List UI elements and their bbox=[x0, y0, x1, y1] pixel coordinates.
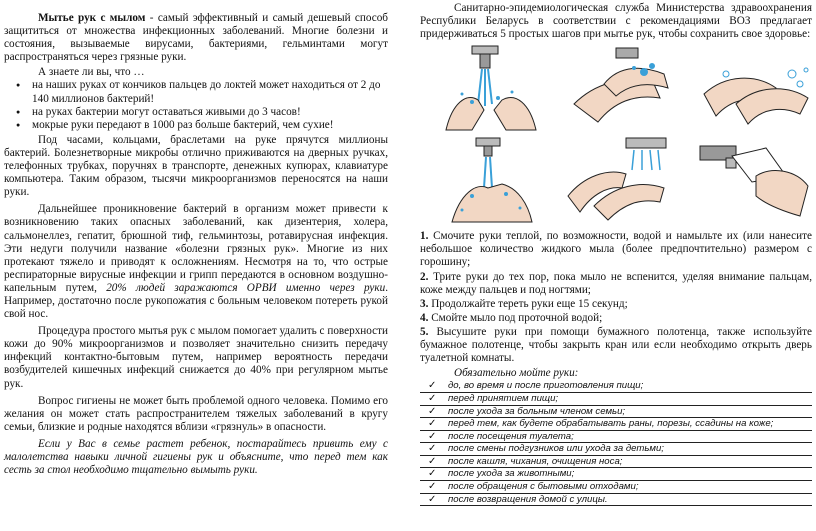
list-item: ✓ после ухода за животными; bbox=[420, 468, 812, 481]
lathering-hands-icon bbox=[696, 44, 814, 132]
step-2 bbox=[420, 271, 812, 297]
list-item: ✓ после возвращения домой с улицы. bbox=[420, 494, 812, 507]
step-1 bbox=[420, 230, 812, 269]
step-4 bbox=[420, 312, 812, 325]
left-column bbox=[4, 0, 388, 477]
list-item: ● на руках бактерии могут оставаться живыми до 3 часов! bbox=[4, 106, 388, 119]
step-text: Продолжайте тереть руки еще 15 секунд; bbox=[428, 297, 628, 310]
list-item: ✓ после кашля, чихания, очищения носа; bbox=[420, 456, 812, 469]
illustration-paper-towel bbox=[696, 136, 814, 224]
paragraph-hygiene: Вопрос гигиены не может быть проблемой одного человека. Помимо его желания он может стать распространителем тяжелых заболеваний в кругу семьи, близкие и родные находятся вблизи «грязнуль» в опасности. bbox=[4, 394, 388, 433]
list-item: ✓ после посещения туалета; bbox=[420, 431, 812, 444]
step-text: Смойте мыло под проточной водой; bbox=[428, 311, 603, 324]
faucet-rinsing-icon bbox=[432, 136, 550, 224]
paragraph-children: Если у Вас в семье растет ребенок, постарайтесь привить ему с малолетства навыки личной гигиены рук и объясните, что перед тем как сесть за стол необходимо тщательно вымыть руки. bbox=[4, 437, 388, 477]
paragraph-who: Санитарно-эпидемиологическая служба Министерства здравоохранения Республики Беларусь в соответствии с рекомендациями ВОЗ предлагает придерживаться 5 простых шагов при мытье рук, чтобы сохранить свое здоровье: bbox=[420, 2, 812, 41]
right-column bbox=[420, 0, 812, 506]
illustration-applying-soap bbox=[564, 44, 682, 132]
list-item: ✓ перед принятием пищи; bbox=[420, 393, 812, 406]
list-item: ● на наших руках от кончиков пальцев до локтей может находиться от 2 до 140 миллионов бактерий! bbox=[4, 79, 388, 105]
paragraph-procedure: Процедура простого мытья рук с мылом помогает удалить с поверхности кожи до 90% микроорганизмов и позволяет значительно снизить передачу инфекций контактно-бытовым путем, например вероятность передачи возбудителей кишечных инфекций снижается до 40% при регулярном мытье рук. bbox=[4, 325, 388, 390]
illustration-faucet-wetting bbox=[432, 44, 550, 132]
list-item: ✓ до, во время и после приготовления пищи; bbox=[420, 380, 812, 393]
steps-list bbox=[420, 230, 812, 365]
lead-phrase: Мытье рук с мылом bbox=[38, 12, 146, 24]
paragraph-bacteria: Под часами, кольцами, браслетами на руке прячутся миллионы бактерий. Болезнетворные микробы отлично приживаются на дверных ручках, телефонных трубках, поручнях в транспорте, денежных купюрах, клавиатуре компьютера. Таким образом, тысячи микроорганизмов переносятся на наши руки. bbox=[4, 133, 388, 199]
step-3 bbox=[420, 298, 812, 311]
list-item: ✓ после ухода за больным членом семьи; bbox=[420, 406, 812, 419]
diseases-text-end: . Например, достаточно после рукопожатия с больным человеком потереть рукой свой нос. bbox=[4, 281, 388, 321]
must-wash-title: Обязательно мойте руки: bbox=[454, 367, 579, 380]
facts-list bbox=[4, 79, 388, 131]
diseases-text: Дальнейшее проникновение бактерий в организм может привести к возникновению таких опасных заболеваний, как дизентерия, холера, сальмонеллез, гепатит, брюшной тиф, гельминтозы, ротавирусная инфекция. Эти недуги получили название «болезни грязных рук». Многие из них протекают тяжело и приводят к осложнениям. Несмотря на то, что острые респираторные вирусные инфекции и грипп передаются в основном воздушно-капельным путем, bbox=[4, 203, 388, 294]
list-item: ● мокрые руки передают в 1000 раз больше бактерий, чем сухие! bbox=[4, 119, 388, 132]
paragraph-diseases bbox=[4, 203, 388, 321]
illustration-lathering bbox=[696, 44, 814, 132]
paper-towel-tap-icon bbox=[696, 136, 814, 224]
did-you-know: А знаете ли вы, что … bbox=[38, 66, 145, 79]
illustration-rubbing-fingers bbox=[564, 136, 682, 224]
orvi-highlight: 20% людей заражаются ОРВИ именно через руки bbox=[106, 281, 386, 294]
step-text: Трите руки до тех пор, пока мыло не вспенится, уделяя внимание пальцам, коже между пальцев и под ногтями; bbox=[420, 270, 812, 296]
must-wash-list bbox=[420, 380, 812, 506]
list-item: ✓ перед тем, как будете обрабатывать раны, порезы, ссадины на коже; bbox=[420, 418, 812, 431]
step-number: 5. bbox=[420, 325, 429, 338]
step-number: 3. bbox=[420, 297, 429, 310]
illustration-rinsing bbox=[432, 136, 550, 224]
rubbing-fingers-icon bbox=[564, 136, 682, 224]
step-text: Высушите руки при помощи бумажного полотенца, также используйте бумажное полотенце, чтобы закрыть кран или если необходимо открыть дверь туалетной комнаты. bbox=[420, 325, 812, 365]
step-number: 1. bbox=[420, 230, 429, 243]
soap-dispenser-icon bbox=[564, 44, 682, 132]
list-item: ✓ после смены подгузников или ухода за детьми; bbox=[420, 443, 812, 456]
intro-text: - самый эффективный и самый дешевый способ защититься от множества инфекционных заболеваний. Многие болезни и состояния, вызываемые вирусами, бактериями, гельминтами могут распространяться через грязные руки. bbox=[4, 12, 389, 64]
step-number: 2. bbox=[420, 270, 429, 283]
faucet-wetting-icon bbox=[432, 44, 550, 132]
list-item: ✓ после обращения с бытовыми отходами; bbox=[420, 481, 812, 494]
step-number: 4. bbox=[420, 311, 429, 324]
paragraph-intro bbox=[4, 12, 388, 64]
step-5 bbox=[420, 326, 812, 365]
illustrations-grid bbox=[432, 44, 812, 224]
step-text: Смочите руки теплой, по возможности, водой и намыльте их (или нанесите небольшое количество жидкого мыла (более предпочтительно) размером с горошину; bbox=[420, 230, 812, 269]
